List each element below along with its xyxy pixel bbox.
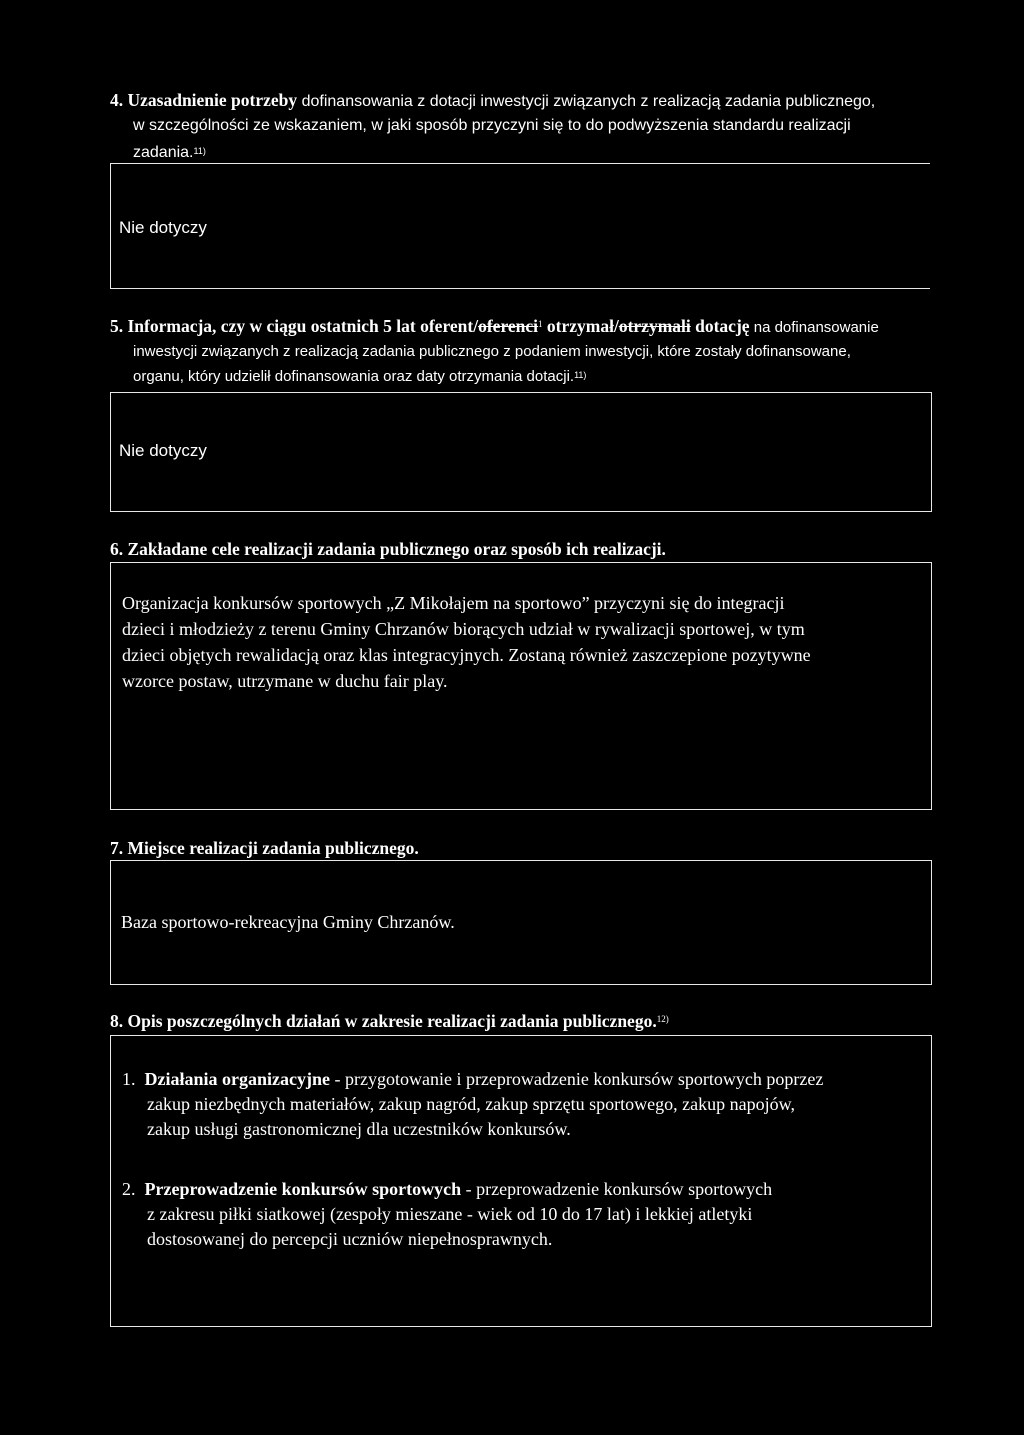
section-6-line: dzieci objętych rewalidacją oraz klas integracyjnych. Zostaną również zaszczepione pozytywne	[122, 645, 811, 665]
list-item-bold: Działania organizacyjne	[144, 1069, 330, 1089]
section-5-answer: Nie dotyczy	[119, 441, 207, 460]
section-4-answer: Nie dotyczy	[119, 218, 207, 237]
list-item	[122, 1177, 772, 1252]
section-6-title: Zakładane cele realizacji zadania publicznego oraz sposób ich realizacji.	[127, 539, 666, 559]
list-item-bold: Przeprowadzenie konkursów sportowych	[144, 1179, 462, 1199]
section-8-footnote: 12)	[656, 1014, 669, 1024]
list-item-number: 2.	[122, 1179, 136, 1199]
section-6-line: Organizacja konkursów sportowych „Z Mikołajem na sportowo” przyczyni się do integracji	[122, 593, 785, 613]
section-4-footnote: 11)	[193, 146, 206, 156]
section-6-line: dzieci i młodzieży z terenu Gminy Chrzanów biorących udział w rywalizacji sportowej, w tym	[122, 619, 805, 639]
section-4-heading	[110, 88, 940, 114]
section-4-title: Uzasadnienie potrzeby	[127, 90, 298, 110]
section-5-line-3: organu, który udzielił dofinansowania oraz daty otrzymania dotacji.$^{11)}$	[133, 368, 587, 385]
section-5-sup: 1	[538, 319, 543, 329]
section-4-line-3: zadania.$^{11)}$	[133, 144, 206, 161]
section-5-footnote: 11)	[574, 370, 587, 380]
section-4-title-rest: dofinansowania z dotacji inwestycji związanych z realizacją zadania publicznego,	[297, 93, 876, 110]
section-5-box	[110, 392, 932, 512]
section-8-number: 8.	[110, 1011, 124, 1031]
section-7-number: 7.	[110, 838, 124, 858]
section-7-heading	[110, 836, 419, 860]
section-4-box-top	[110, 163, 930, 164]
section-5-title-c: dotację	[690, 316, 750, 336]
section-5-strike-oferenci: oferenci	[478, 316, 539, 336]
list-item-line: z zakresu piłki siatkowej (zespoły mieszane - wiek od 10 do 17 lat) i lekkiej atletyki	[147, 1204, 753, 1224]
section-6-number: 6.	[110, 539, 124, 559]
section-5-title-rest: na dofinansowanie	[749, 319, 879, 336]
section-5-number: 5.	[110, 316, 124, 336]
section-4-box-bottom	[110, 288, 930, 289]
section-8-heading	[110, 1009, 669, 1033]
section-8-title: Opis poszczególnych działań w zakresie realizacji zadania publicznego.	[127, 1011, 657, 1031]
list-item-line: zakup usługi gastronomicznej dla uczestników konkursów.	[147, 1119, 571, 1139]
list-item	[122, 1067, 823, 1142]
list-item-number: 1.	[122, 1069, 136, 1089]
section-6-heading	[110, 537, 666, 561]
section-5-title-a: Informacja, czy w ciągu ostatnich 5 lat oferent/	[127, 316, 479, 336]
section-7-title: Miejsce realizacji zadania publicznego.	[127, 838, 419, 858]
section-7-answer: Baza sportowo-rekreacyjna Gminy Chrzanów.	[121, 912, 455, 932]
list-item-rest: - przygotowanie i przeprowadzenie konkursów sportowych poprzez	[329, 1069, 824, 1089]
section-6-line: wzorce postaw, utrzymane w duchu fair play.	[122, 671, 448, 691]
section-4-line-2: w szczególności ze wskazaniem, w jaki sposób przyczyni się to do podwyższenia standardu realizacji	[133, 117, 851, 134]
section-5-strike-otrzymali: otrzymali	[618, 316, 691, 336]
section-5-heading	[110, 314, 940, 340]
section-5-title-b: otrzymał/	[542, 316, 619, 336]
section-4-number: 4.	[110, 90, 124, 110]
section-6-text	[122, 590, 811, 694]
section-5-line-2: inwestycji związanych z realizacją zadania publicznego z podaniem inwestycji, które zostały dofinansowane,	[133, 343, 851, 360]
list-item-line: zakup niezbędnych materiałów, zakup nagród, zakup sprzętu sportowego, zakup napojów,	[147, 1094, 795, 1114]
section-4-box-left	[110, 163, 111, 288]
list-item-rest: - przeprowadzenie konkursów sportowych	[461, 1179, 773, 1199]
list-item-line: dostosowanej do percepcji uczniów niepełnosprawnych.	[147, 1229, 553, 1249]
